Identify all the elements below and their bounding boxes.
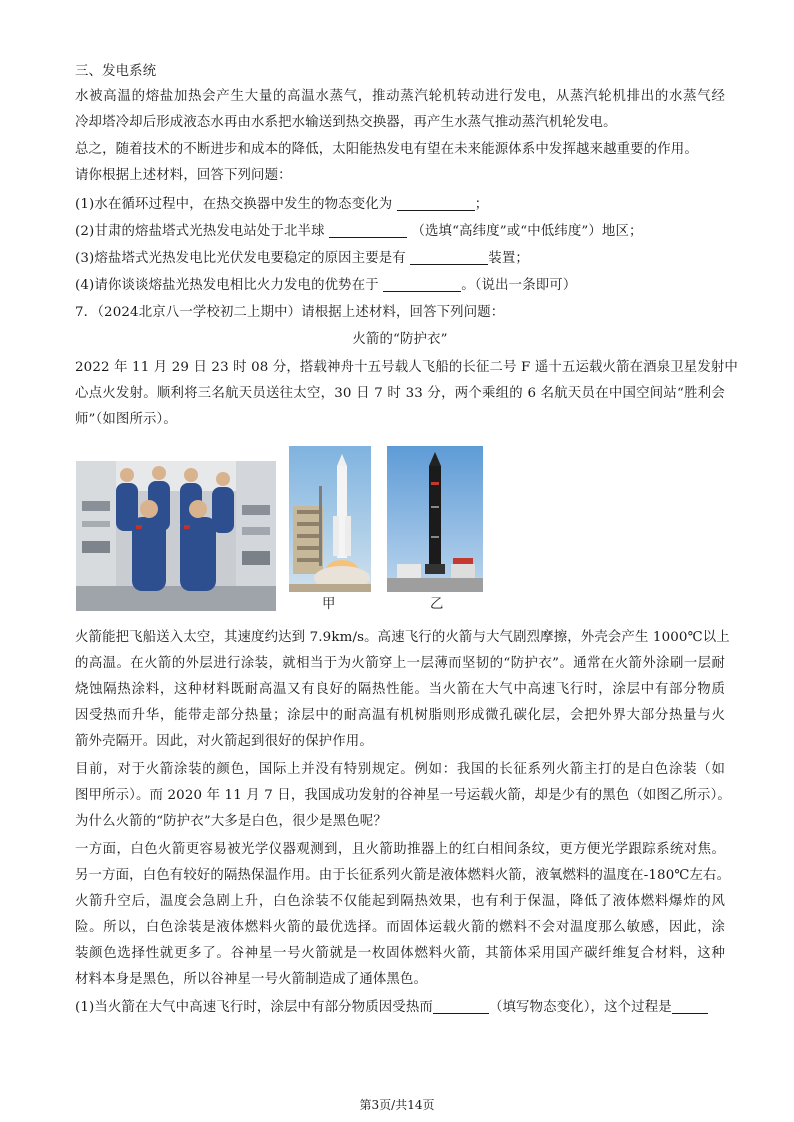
answer-blank[interactable]: [397, 196, 475, 211]
white-rocket-illustration: [289, 446, 371, 592]
black-rocket-photo: [387, 446, 483, 592]
paragraph-line: 2022 年 11 月 29 日 23 时 08 分，搭载神舟十五号载人飞船的长征二号 F 遥十五运载火箭在酒泉卫星发射中: [75, 360, 738, 375]
paragraph-line: 冷却塔冷却后形成液态水再由水系把水输送到热交换器，再产生水蒸气推动蒸汽机轮发电。: [75, 115, 617, 130]
paragraph-line: 目前，对于火箭涂装的颜色，国际上并没有特别规定。例如：我国的长征系列火箭主打的是白色涂装（如: [75, 762, 725, 777]
paragraph-line: 师”（如图所示）。: [75, 412, 177, 427]
question-6-1: [75, 195, 725, 215]
question-text: (1)当火箭在大气中高速飞行时，涂层中有部分物质因受热而: [75, 1000, 433, 1015]
section-heading: 三、发电系统: [75, 64, 157, 79]
question-text: 。（说出一条即可）: [461, 278, 577, 293]
paragraph-line: 为什么火箭的“防护衣”大多是白色，很少是黑色呢？: [75, 814, 387, 829]
question-text: （选填“高纬度”或“中低纬度”）地区；: [411, 224, 643, 239]
answer-blank[interactable]: [672, 999, 708, 1014]
page-footer: 第3页/共14页: [359, 1098, 435, 1112]
question-text: ；: [474, 197, 489, 212]
question-6-4: [75, 276, 725, 296]
paragraph-line: 箭外壳隔开。因此，对火箭起到很好的保护作用。: [75, 734, 373, 749]
black-rocket-illustration: [387, 446, 483, 592]
question-6-3: [75, 249, 725, 269]
paragraph-line: 火箭升空后，温度会急剧上升，白色涂装不仅能起到隔热效果，也有利于保温，降低了液体燃料爆炸的风: [75, 894, 725, 909]
question-text: （填写物态变化），这个过程是: [488, 1000, 672, 1015]
paragraph-line: 一方面，白色火箭更容易被光学仪器观测到，且火箭助推器上的红白相间条纹，更方便光学跟踪系统对焦。: [75, 842, 725, 857]
answer-blank[interactable]: [383, 277, 461, 292]
question-text: (1)水在循环过程中，在热交换器中发生的物态变化为: [75, 197, 393, 212]
astronauts-photo: [76, 461, 276, 611]
paragraph-line: 因受热而升华，能带走部分热量；涂层中的耐高温有机树脂则形成微孔碳化层，会把外界大部分热量与火: [75, 708, 725, 723]
answer-blank[interactable]: [329, 223, 407, 238]
question-text: (2)甘肃的熔盐塔式光热发电站处于北半球: [75, 224, 325, 239]
paragraph-line: 的高温。在火箭的外层进行涂装，就相当于为火箭穿上一层薄而坚韧的“防护衣”。通常在火箭外涂刷一层耐: [75, 656, 725, 671]
answer-blank[interactable]: [410, 250, 488, 265]
article-title: 火箭的“防护衣”: [352, 332, 448, 347]
question-7-1: [75, 998, 725, 1018]
caption-yi: 乙: [430, 597, 444, 612]
white-rocket-photo: [289, 446, 371, 592]
paragraph-line: 险。所以，白色涂装是液体燃料火箭的最优选择。而固体运载火箭的燃料不会对温度那么敏感，因此，涂: [75, 920, 725, 935]
caption-jia: 甲: [322, 597, 336, 612]
paragraph-line: 水被高温的熔盐加热会产生大量的高温水蒸气，推动蒸汽轮机转动进行发电，从蒸汽轮机排出的水蒸气经: [75, 89, 725, 104]
answer-blank[interactable]: [433, 999, 489, 1014]
paragraph-line: 烧蚀隔热涂料，这种材料既耐高温又有良好的隔热性能。当火箭在大气中高速飞行时，涂层中有部分物质: [75, 682, 725, 697]
question-6-2: [75, 222, 725, 242]
paragraph-line: 火箭能把飞船送入太空，其速度约达到 7.9km/s。高速飞行的火箭与大气剧烈摩擦，外壳会产生 1000℃以上: [75, 630, 730, 645]
question-prompt: 请你根据上述材料，回答下列问题：: [75, 168, 292, 183]
question-text: 装置；: [488, 251, 529, 266]
paragraph-line: 另一方面，白色有较好的隔热保温作用。由于长征系列火箭是液体燃料火箭，液氧燃料的温度在-180℃左右。: [75, 868, 731, 883]
paragraph-line: 图甲所示）。而 2020 年 11 月 7 日，我国成功发射的谷神星一号运载火箭，却是少有的黑色（如图乙所示）。: [75, 788, 731, 803]
question-text: (3)熔盐塔式光热发电比光伏发电要稳定的原因主要是有: [75, 251, 406, 266]
paragraph-summary: 总之，随着技术的不断进步和成本的降低，太阳能热发电有望在未来能源体系中发挥越来越重要的作用。: [75, 142, 698, 157]
question-7-header: 7．（2024北京八一学校初二上期中）请根据上述材料，回答下列问题：: [75, 305, 505, 320]
astronauts-illustration: [76, 461, 276, 611]
question-text: (4)请你谈谈熔盐光热发电相比火力发电的优势在于: [75, 278, 379, 293]
paragraph-line: 心点火发射。顺利将三名航天员送往太空，30 日 7 时 33 分，两个乘组的 6 名航天员在中国空间站“胜利会: [75, 386, 725, 401]
paragraph-line: 装颜色选择性就更多了。谷神星一号火箭就是一枚固体燃料火箭，其箭体采用国产碳纤维复合材料，这种: [75, 946, 725, 961]
paragraph-line: 材料本身是黑色，所以谷神星一号火箭制造成了通体黑色。: [75, 972, 428, 987]
